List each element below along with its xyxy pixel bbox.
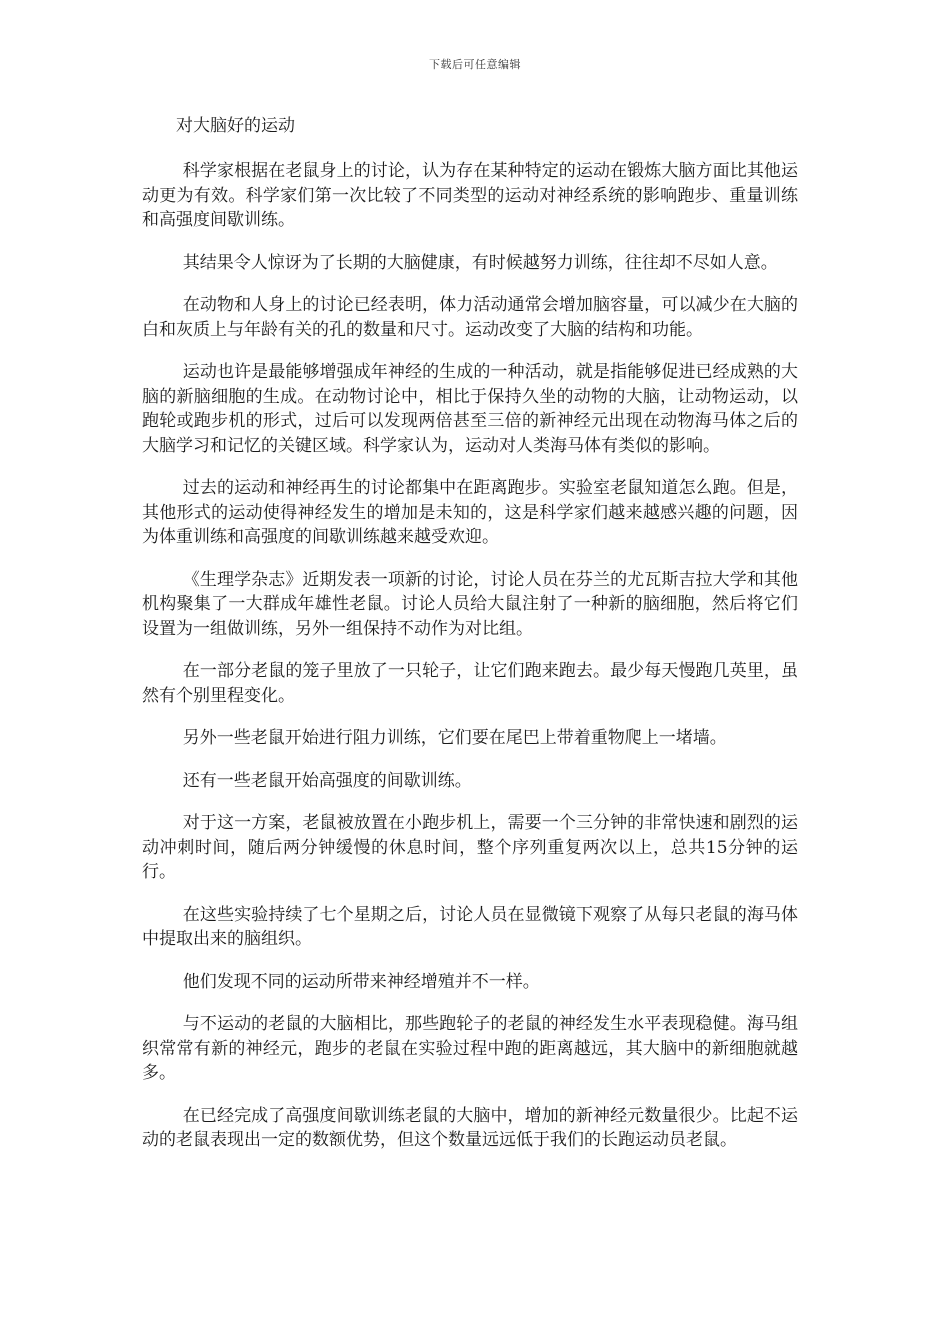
paragraph: 在一部分老鼠的笼子里放了一只轮子，让它们跑来跑去。最少每天慢跑几英里，虽然有个别里程变化。 (142, 661, 798, 706)
paragraph: 科学家根据在老鼠身上的讨论，认为存在某种特定的运动在锻炼大脑方面比其他运动更为有效。科学家们第一次比较了不同类型的运动对神经系统的影响跑步、重量训练和高强度间歇训练。 (142, 161, 798, 230)
paragraph: 其结果令人惊讶为了长期的大脑健康，有时候越努力训练，往往却不尽如人意。 (182, 252, 778, 273)
paragraph: 还有一些老鼠开始高强度的间歇训练。 (182, 770, 472, 791)
document-body (142, 113, 798, 1171)
paragraph: 在这些实验持续了七个星期之后，讨论人员在显微镜下观察了从每只老鼠的海马体中提取出来的脑组织。 (142, 904, 798, 949)
paragraph: 与不运动的老鼠的大脑相比，那些跑轮子的老鼠的神经发生水平表现稳健。海马组织常常有新的神经元，跑步的老鼠在实验过程中跑的距离越远，其大脑中的新细胞就越多。 (142, 1014, 798, 1083)
header-note: 下载后可任意编辑 (429, 58, 521, 71)
paragraph: 《生理学杂志》近期发表一项新的讨论，讨论人员在芬兰的尤瓦斯吉拉大学和其他机构聚集了一大群成年雄性老鼠。讨论人员给大鼠注射了一种新的脑细胞，然后将它们设置为一组做训练，另外一组保持不动作为对比组。 (142, 569, 798, 639)
paragraph: 在已经完成了高强度间歇训练老鼠的大脑中，增加的新神经元数量很少。比起不运动的老鼠表现出一定的数额优势，但这个数量远远低于我们的长跑运动员老鼠。 (142, 1105, 798, 1150)
paragraph: 运动也许是最能够增强成年神经的生成的一种活动，就是指能够促进已经成熟的大脑的新脑细胞的生成。在动物讨论中，相比于保持久坐的动物的大脑，让动物运动，以跑轮或跑步机的形式，过后可以发现两倍甚至三倍的新神经元出现在动物海马体之后的大脑学习和记忆的关键区域。科学家认为，运动对人类海马体有类似的影响。 (142, 362, 798, 456)
paragraph: 他们发现不同的运动所带来神经增殖并不一样。 (182, 971, 540, 992)
paragraph: 另外一些老鼠开始进行阻力训练，它们要在尾巴上带着重物爬上一堵墙。 (182, 728, 727, 748)
paragraph: 过去的运动和神经再生的讨论都集中在距离跑步。实验室老鼠知道怎么跑。但是，其他形式的运动使得神经发生的增加是未知的，这是科学家们越来越感兴趣的问题，因为体重训练和高强度的间歇训练越来越受欢迎。 (142, 478, 798, 547)
document-title: 对大脑好的运动 (176, 116, 295, 136)
paragraph: 对于这一方案，老鼠被放置在小跑步机上，需要一个三分钟的非常快速和剧烈的运动冲刺时间，随后两分钟缓慢的休息时间，整个序列重复两次以上，总共15分钟的运行。 (142, 813, 798, 882)
paragraph: 在动物和人身上的讨论已经表明，体力活动通常会增加脑容量，可以减少在大脑的白和灰质上与年龄有关的孔的数量和尺寸。运动改变了大脑的结构和功能。 (142, 295, 798, 340)
